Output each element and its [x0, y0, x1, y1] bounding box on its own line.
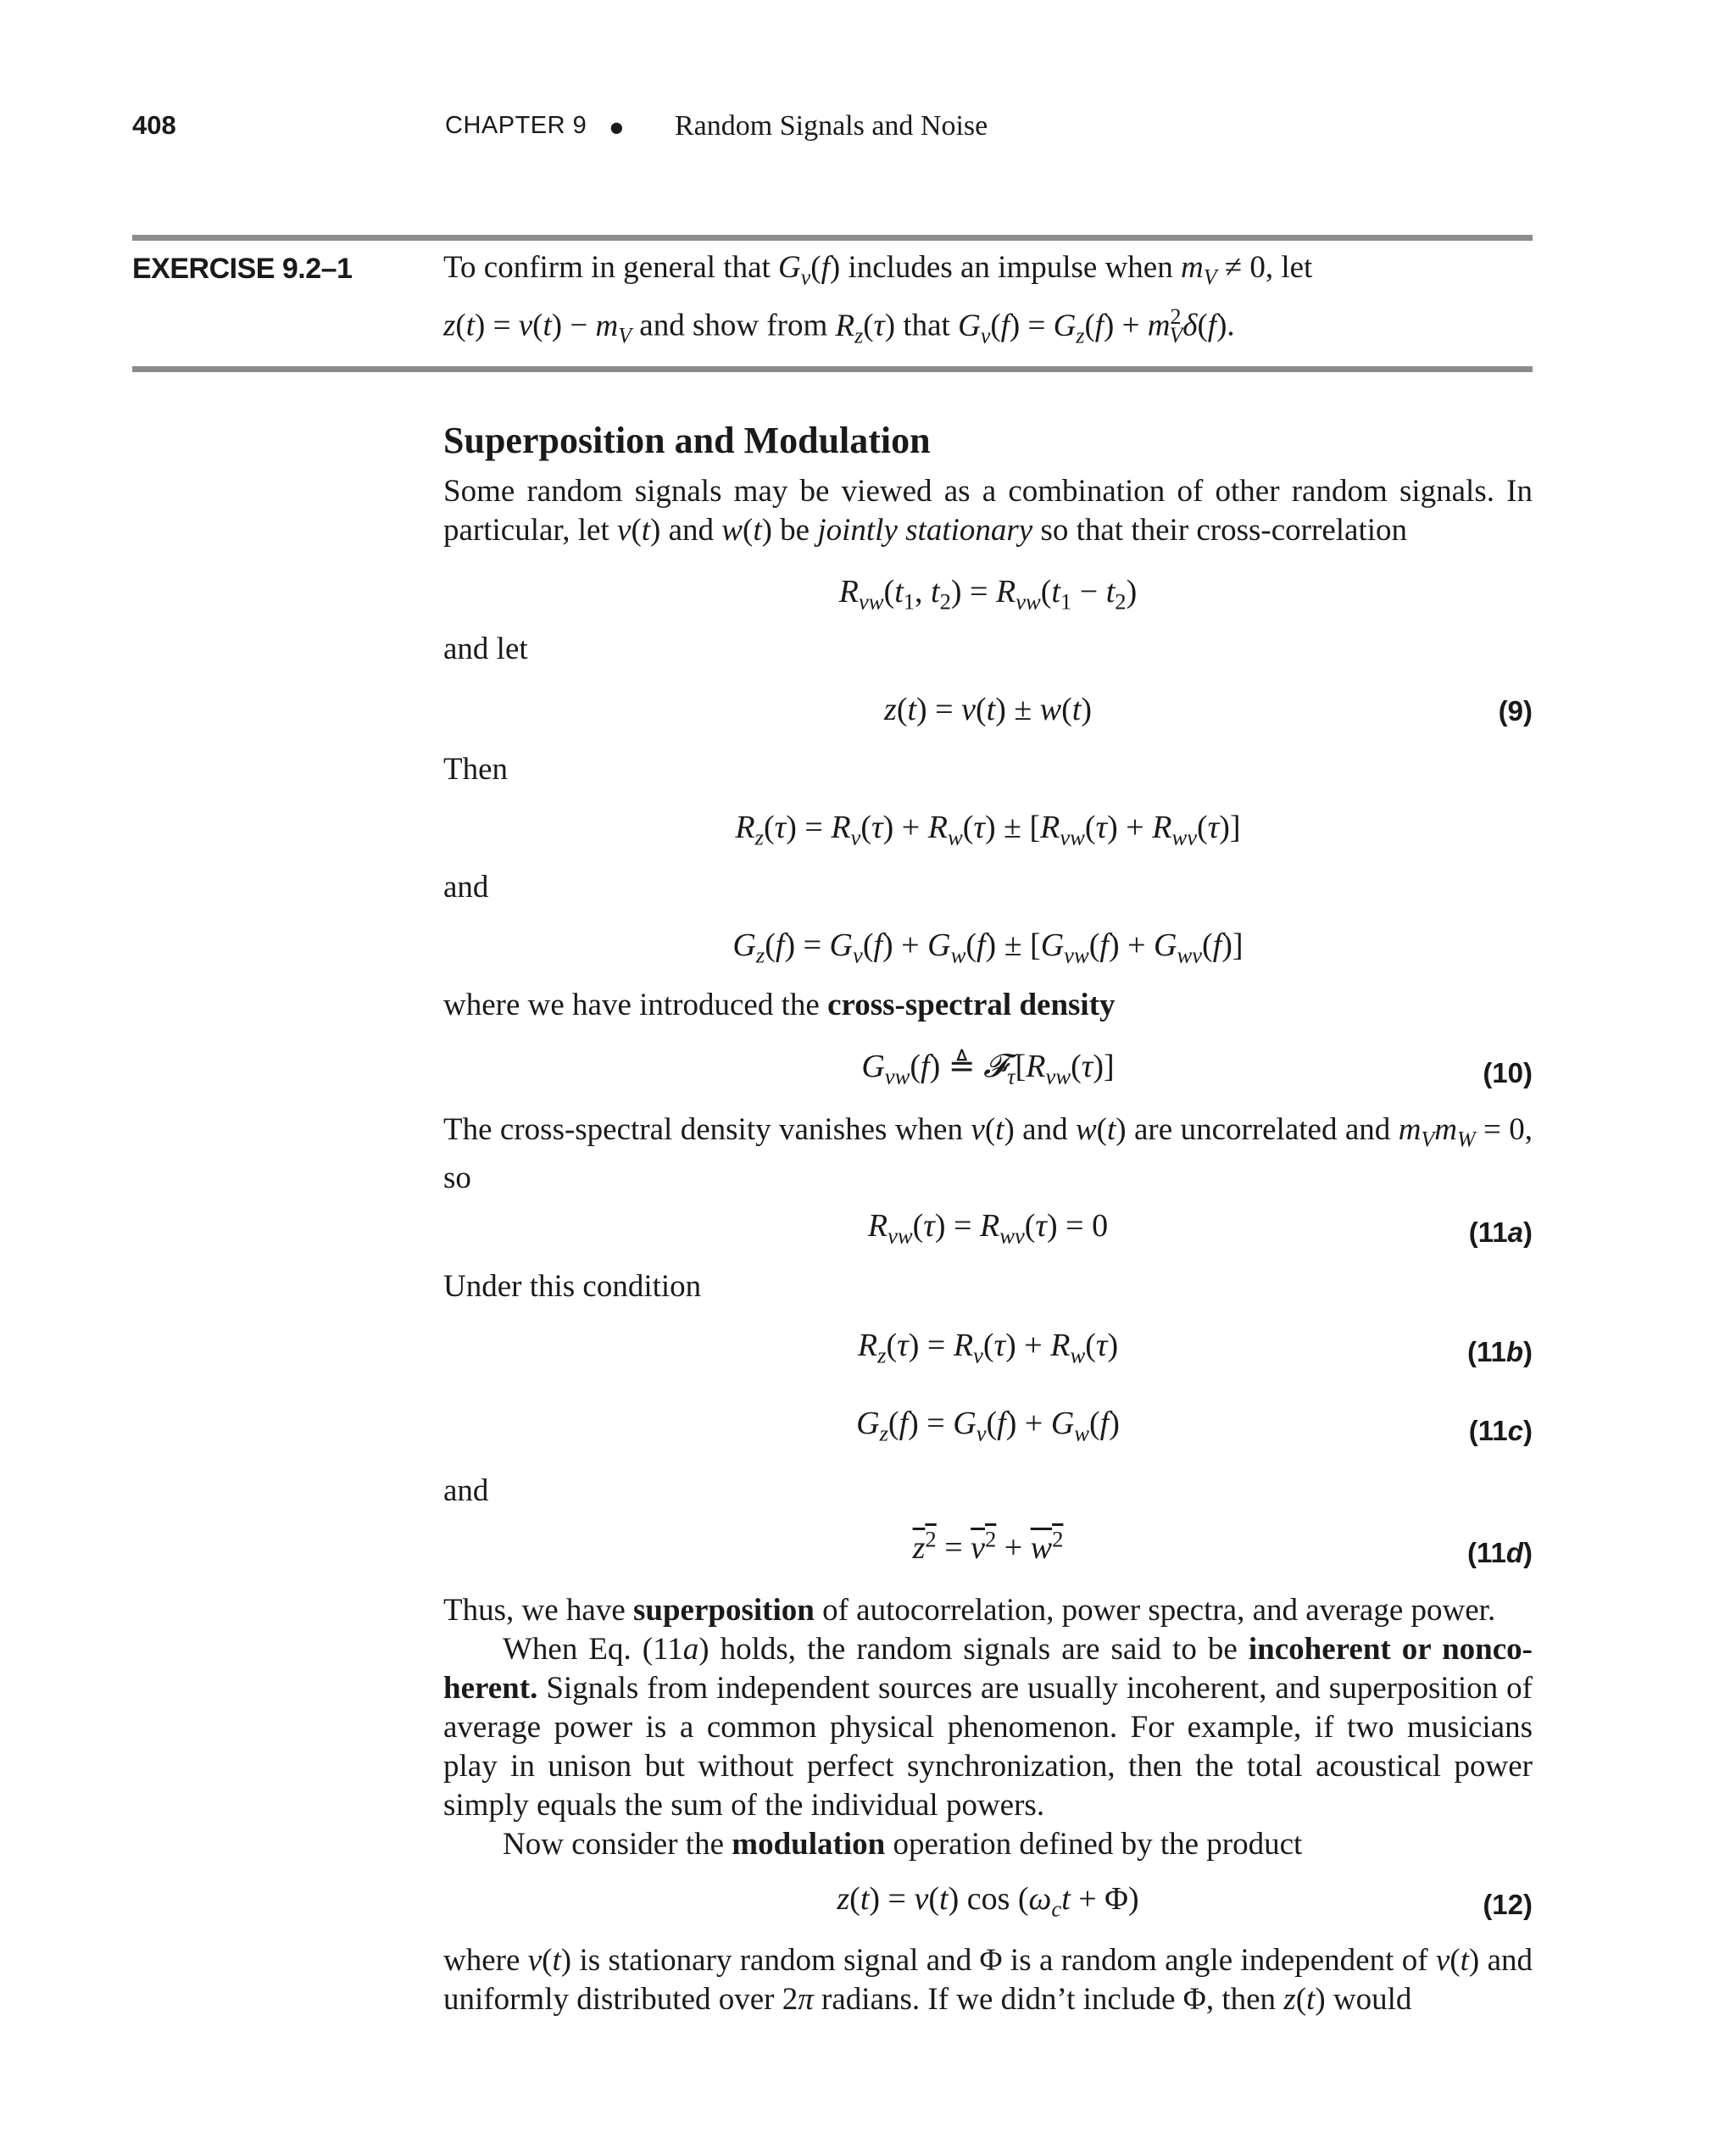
- exercise-bottom-rule: [132, 366, 1533, 372]
- equation-11b: $R_z(\tau) = R_v(\tau) + R_w(\tau)$: [857, 1328, 1119, 1368]
- text-and-1: and: [443, 870, 489, 905]
- text-cross-spectral-intro: where we have introduced the cross-spectral density: [443, 988, 1116, 1022]
- equation-number-9: (9): [1498, 695, 1533, 727]
- final-paragraph: where v(t) is stationary random signal and Φ is a random angle independent of v(t) and uniformly distributed over 2π radians. If we didn’t include Φ, then z(t) would: [443, 1943, 1533, 2017]
- equation-number-11a: (11a): [1468, 1216, 1533, 1248]
- text-condition: Under this condition: [443, 1269, 702, 1304]
- equation-cross-correlation: $R_{vw}(t_1$, $t_2) = R_{vw}(t_1 - t_2)$: [838, 574, 1138, 615]
- exercise-text: [443, 248, 1531, 355]
- equation-9: z(t) = v(t) ± w(t): [884, 692, 1092, 727]
- intro-paragraph: Some random signals may be viewed as a combination of other random signals. In particular, let v(t) and w(t) be jointly stationary so that their cross-correlation: [443, 474, 1533, 548]
- equation-number-11b: (11b): [1466, 1336, 1533, 1367]
- exercise-top-rule: [132, 235, 1533, 241]
- equation-11d: $z^2 = v^2 + w^2$: [912, 1526, 1064, 1566]
- exercise-line-1: To confirm in general that $G_v(f)$ includes an impulse when $m_V \ne 0$, let: [443, 250, 1313, 290]
- equation-10: $G_{vw}(f)$ ≜ $𝓕_\tau[R_{vw}(\tau)]$: [861, 1049, 1115, 1089]
- superposition-paragraph: Thus, we have superposition of autocorrelation, power spectra, and average power.: [443, 1593, 1496, 1628]
- equation-11c: $G_z(f) = G_v(f) + G_w(f)$: [856, 1406, 1120, 1446]
- incoherent-paragraph: When Eq. (11a) holds, the random signals are said to be incoherent or noncoherent. Signals from independent sources are usually incoherent, and superposition of average power is a common physical phenomenon. For example, if two musicians play in unison but without perfect synchronization, then the total acoustical power simply equals the sum of the individual powers.: [443, 1632, 1533, 1823]
- vanishes-paragraph: The cross-spectral density vanishes when v(t) and w(t) are uncorrelated and $m_Vm_W = 0$, so: [443, 1112, 1533, 1196]
- text-and-2: and: [443, 1473, 489, 1508]
- header-bullet: ●: [609, 112, 625, 142]
- exercise-label: EXERCISE 9.2–1: [132, 253, 353, 285]
- equation-11a: $R_{vw}(\tau) = R_{wv}(\tau) = 0$: [867, 1208, 1109, 1249]
- equation-number-10: (10): [1483, 1057, 1533, 1088]
- equation-12: z(t) = v(t) $\cos (\omega_ct + \Phi)$: [837, 1881, 1139, 1922]
- exercise-line-2: $z(t) = v(t) - m_V$ and show from $R_z(\tau)$ that $G_v(f) = G_z(f) + m^2_V\delta(f)$.: [443, 304, 1235, 348]
- equation-Gz: $G_z(f) = G_v(f) + G_w(f) \pm [G_{vw}(f) + G_{wv}(f)]$: [732, 927, 1244, 968]
- chapter-label: CHAPTER 9: [445, 112, 587, 139]
- modulation-paragraph: Now consider the modulation operation defined by the product: [503, 1827, 1303, 1862]
- equation-Rz: $R_z(\tau) = R_v(\tau) + R_w(\tau) \pm [R_{vw}(\tau) + R_{wv}(\tau)]$: [735, 810, 1241, 850]
- equation-number-11c: (11c): [1468, 1415, 1533, 1446]
- text-then: Then: [443, 752, 509, 787]
- section-heading: Superposition and Modulation: [443, 420, 931, 461]
- page-number: 408: [132, 110, 176, 140]
- text-and-let: and let: [443, 632, 528, 666]
- equation-number-12: (12): [1483, 1889, 1533, 1920]
- equation-number-11d: (11d): [1466, 1537, 1533, 1568]
- chapter-title: Random Signals and Noise: [675, 110, 988, 142]
